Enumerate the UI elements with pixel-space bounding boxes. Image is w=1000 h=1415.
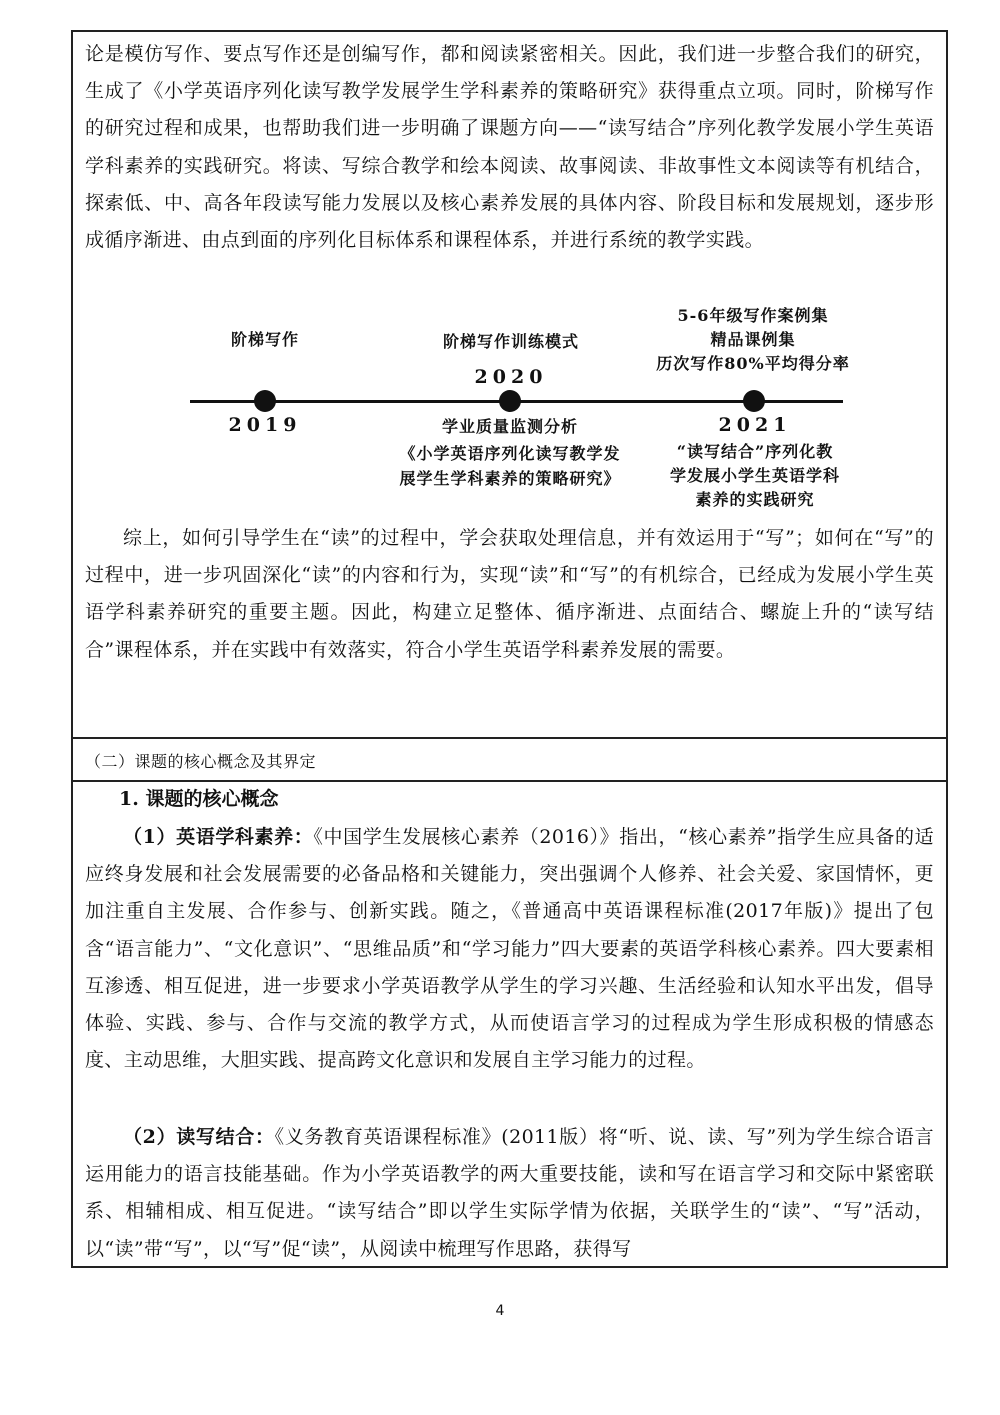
timeline-label-practice-study-1: “读写结合”序列化教 [676,442,834,461]
row-divider-2 [73,780,946,782]
page-number: 4 [495,1303,505,1319]
timeline-dot-2021 [743,390,765,412]
timeline-year-2019: 2019 [228,414,302,436]
english-literacy-body: 《中国学生发展核心素养（2016）》指出，“核心素养”指学生应具备的适应终身发展和社会发展需要的必备品格和关键能力，突出强调个人修养、社会关爱、家国情怀，更加注重自主发展、合作参与、创新实践。随之，《普通高中英语课程标准(2017年版)》提出了包含“语言能力”、“文化意识”、“思维品质”和“学习能力”四大要素的英语学科核心素养。四大要素相互渗透、相互促进，进一步要求小学英语教学从学生的学习兴趣、生活经验和认知水平出发，倡导体验、实践、参与、合作与交流的教学方式，从而使语言学习的过程成为学生形成积极的情感态度、主动思维，大胆实践、提高跨文化意识和发展自主学习能力的过程。 [85,826,934,1072]
timeline-label-score-rate: 历次写作80%平均得分率 [656,354,850,373]
timeline-label-practice-study-2: 学发展小学生英语学科 [669,466,840,485]
timeline-label-case-collection: 5-6年级写作案例集 [677,306,829,325]
timeline-label-lesson-collection: 精品课例集 [710,330,796,349]
document-table-frame [71,30,948,1268]
summary-paragraph: 综上，如何引导学生在“读”的过程中，学会获取处理信息，并有效运用于“写”；如何在“写”的过程中，进一步巩固深化“读”的内容和行为，实现“读”和“写”的有机综合，已经成为发展小学生英语学科素养研究的重要主题。因此，构建立足整体、循序渐进、点面结合、螺旋上升的“读写结合”课程体系，并在实践中有效落实，符合小学生英语学科素养发展的需要。 [85,527,935,661]
english-literacy-paragraph [85,819,934,1079]
intro-paragraph: 论是模仿写作、要点写作还是创编写作，都和阅读紧密相关。因此，我们进一步整合我们的研究，生成了《小学英语序列化读写教学发展学生学科素养的策略研究》获得重点立项。同时，阶梯写作的研究过程和成果，也帮助我们进一步明确了课题方向——“读写结合”序列化教学发展小学生英语学科素养的实践研究。将读、写综合教学和绘本阅读、故事阅读、非故事性文本阅读等有机结合，探索低、中、高各年段读写能力发展以及核心素养发展的具体内容、阶段目标和发展规划，逐步形成循序渐进、由点到面的序列化目标体系和课程体系，并进行系统的教学实践。 [85,43,934,252]
timeline-label-stair-writing: 阶梯写作 [230,330,299,349]
timeline-dot-2019 [254,390,276,412]
english-literacy-lead: （1）英语学科素养： [123,826,314,848]
row-divider-1 [73,737,946,739]
core-concept-heading: 1. 课题的核心概念 [119,788,279,810]
timeline-label-training-mode: 阶梯写作训练模式 [442,332,579,351]
reading-writing-body: 《义务教育英语课程标准》(2011版）将“听、说、读、写”列为学生综合语言运用能力的语言技能基础。作为小学英语教学的两大重要技能，读和写在语言学习和交际中紧密联系、相辅相成、相互促进。“读写结合”即以学生实际学情为依据，关联学生的“读”、“写”活动，以“读”带“写”，以“写”促“读”，从阅读中梳理写作思路，获得写 [85,1126,934,1260]
reading-writing-lead: （2）读写结合： [123,1126,275,1148]
timeline-year-2021: 2021 [718,414,792,436]
section-2-title: （二）课题的核心概念及其界定 [85,752,317,771]
timeline-label-strategy-study-2: 展学生学科素养的策略研究》 [399,469,621,488]
timeline-dot-2020 [499,390,521,412]
timeline-label-quality-analysis: 学业质量监测分析 [441,417,578,436]
timeline-year-2020: 2020 [474,366,548,388]
research-timeline [73,300,946,520]
timeline-label-strategy-study-1: 《小学英语序列化读写教学发 [399,444,621,463]
timeline-label-practice-study-3: 素养的实践研究 [695,490,815,509]
reading-writing-paragraph [85,1119,934,1268]
